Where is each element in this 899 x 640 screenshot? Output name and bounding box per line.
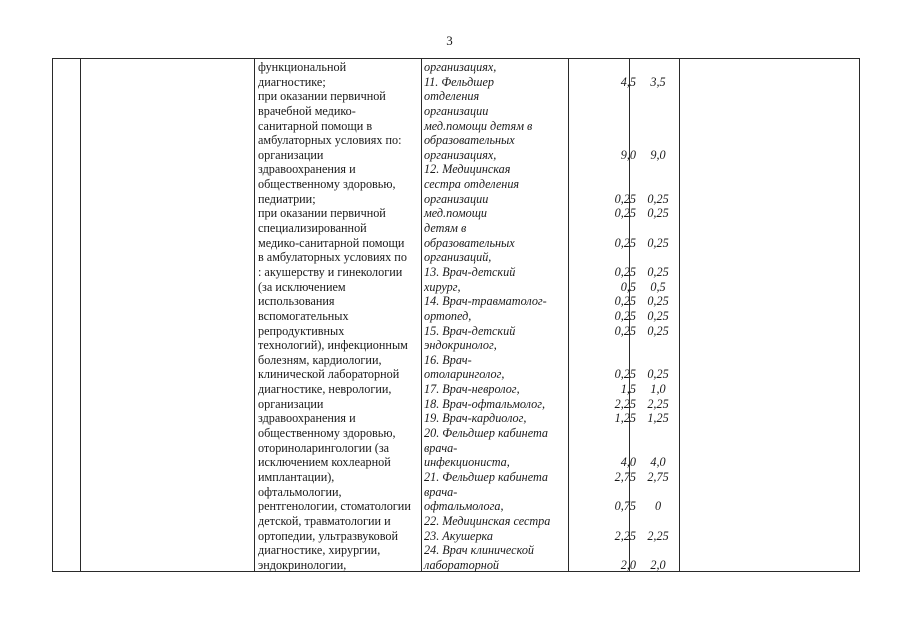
column-divider [421, 58, 422, 572]
position-cell: организаций, [424, 250, 492, 265]
recommended-value-cell: 0,25 [614, 235, 636, 250]
position-cell: 11. Фельдшер [424, 74, 495, 89]
actual-value-cell [638, 338, 678, 353]
conditions-cell: детской, травматологии и [258, 513, 391, 528]
actual-value-cell [638, 426, 678, 441]
conditions-cell: клинической лабораторной [258, 367, 400, 382]
conditions-cell: эндокринологии, [258, 557, 347, 572]
conditions-cell: вспомогательных [258, 308, 349, 323]
actual-value-cell: 1,0 [650, 382, 666, 397]
position-cell: детям в [424, 221, 467, 236]
position-cell: организации [424, 103, 489, 118]
position-cell: 24. Врач клинической [424, 543, 535, 558]
conditions-cell: рентгенологии, стоматологии [258, 499, 411, 514]
conditions-cell: здравоохранения и [258, 411, 356, 426]
position-cell: образовательных [424, 235, 515, 250]
position-cell: мед.помощи детям в [424, 118, 533, 133]
position-cell: организациях, [424, 60, 497, 74]
recommended-value-cell: 0,5 [620, 279, 636, 294]
position-cell: организациях, [424, 147, 497, 162]
recommended-value-cell [572, 441, 636, 456]
conditions-cell: : акушерству и гинекологии [258, 264, 403, 279]
conditions-cell: диагностике, хирургии, [258, 543, 381, 558]
position-cell: 18. Врач-офтальмолог, [424, 396, 546, 411]
position-cell: офтальмолога, [424, 499, 504, 514]
recommended-value-cell: 0,25 [614, 367, 636, 382]
conditions-cell: болезням, кардиологии, [258, 352, 382, 367]
actual-value-cell: 2,25 [647, 528, 669, 543]
recommended-value-cell: 0,75 [614, 499, 636, 514]
conditions-cell: диагностике, неврологии, [258, 382, 392, 397]
recommended-staff-column [572, 60, 636, 572]
actual-value-cell [638, 162, 678, 177]
recommended-value-cell [572, 221, 636, 236]
position-cell: отделения [424, 89, 480, 104]
position-cell: 23. Акушерка [424, 528, 494, 543]
conditions-cell: здравоохранения и [258, 162, 356, 177]
position-cell: 19. Врач-кардиолог, [424, 411, 527, 426]
position-cell: образовательных [424, 133, 515, 148]
actual-value-cell: 0,25 [647, 235, 669, 250]
actual-value-cell: 0,25 [647, 294, 669, 309]
actual-value-cell: 0,25 [647, 206, 669, 221]
actual-value-cell [638, 60, 678, 75]
recommended-value-cell: 9,0 [620, 147, 636, 162]
position-cell: организации [424, 191, 489, 206]
position-cell: лабораторной [424, 557, 500, 572]
conditions-cell: врачебной медико- [258, 103, 356, 118]
position-cell: врача- [424, 484, 458, 499]
actual-value-cell [638, 177, 678, 192]
recommended-value-cell [572, 543, 636, 558]
conditions-cell: в амбулаторных условиях по [258, 250, 407, 265]
column-divider [254, 58, 255, 572]
position-cell: 21. Фельдшер кабинета [424, 469, 549, 484]
actual-staff-column [638, 60, 678, 572]
position-cell: инфекциониста, [424, 455, 510, 470]
recommended-value-cell: 0,25 [614, 191, 636, 206]
actual-value-cell [638, 353, 678, 368]
conditions-column [258, 60, 420, 572]
positions-column [424, 60, 570, 572]
recommended-value-cell: 0,25 [614, 294, 636, 309]
conditions-cell: медико-санитарной помощи [258, 235, 405, 250]
recommended-value-cell: 0,25 [614, 308, 636, 323]
position-cell: 15. Врач-детский [424, 323, 516, 338]
actual-value-cell [638, 441, 678, 456]
actual-value-cell: 0,5 [650, 279, 666, 294]
actual-value-cell: 9,0 [650, 147, 666, 162]
position-cell: мед.помощи [424, 206, 487, 221]
recommended-value-cell: 0,25 [614, 206, 636, 221]
recommended-value-cell: 4,0 [620, 455, 636, 470]
position-cell: 17. Врач-невролог, [424, 382, 520, 397]
conditions-cell: общественному здоровью, [258, 426, 396, 441]
actual-value-cell: 0,25 [647, 191, 669, 206]
actual-value-cell: 2,75 [647, 469, 669, 484]
conditions-cell: организации [258, 147, 324, 162]
conditions-cell: оториноларингологии (за [258, 440, 390, 455]
actual-value-cell: 0 [654, 499, 662, 514]
actual-value-cell [638, 514, 678, 529]
position-cell: 14. Врач-травматолог- [424, 294, 547, 309]
conditions-cell: (за исключением [258, 279, 346, 294]
actual-value-cell: 0,25 [647, 323, 669, 338]
recommended-value-cell [572, 338, 636, 353]
recommended-value-cell [572, 353, 636, 368]
conditions-cell: при оказании первичной [258, 206, 386, 221]
conditions-cell: педиатрии; [258, 191, 316, 206]
recommended-value-cell [572, 250, 636, 265]
actual-value-cell [638, 543, 678, 558]
recommended-value-cell [572, 514, 636, 529]
actual-value-cell: 1,25 [647, 411, 669, 426]
actual-value-cell [638, 485, 678, 500]
actual-value-cell [638, 250, 678, 265]
actual-value-cell: 2,25 [647, 396, 669, 411]
actual-value-cell: 4,0 [650, 455, 666, 470]
recommended-value-cell: 0,25 [614, 323, 636, 338]
position-cell: отоларинголог, [424, 367, 505, 382]
conditions-cell: общественному здоровью, [258, 177, 396, 192]
recommended-value-cell: 2,0 [620, 557, 636, 572]
position-cell: ортопед, [424, 308, 472, 323]
recommended-value-cell: 2,75 [614, 469, 636, 484]
recommended-value-cell [572, 60, 636, 75]
conditions-cell: офтальмологии, [258, 484, 342, 499]
actual-value-cell [638, 89, 678, 104]
column-divider [80, 58, 81, 572]
recommended-value-cell [572, 426, 636, 441]
conditions-cell: ортопедии, ультразвуковой [258, 528, 399, 543]
position-cell: хирург, [424, 279, 461, 294]
conditions-cell: технологий), инфекционным [258, 338, 408, 353]
recommended-value-cell [572, 177, 636, 192]
recommended-value-cell: 2,25 [614, 528, 636, 543]
conditions-cell: специализированной [258, 221, 367, 236]
conditions-cell: использования [258, 294, 335, 309]
recommended-value-cell [572, 104, 636, 119]
position-cell: 20. Фельдшер кабинета [424, 426, 549, 441]
conditions-cell: исключением кохлеарной [258, 455, 391, 470]
position-cell: 13. Врач-детский [424, 264, 516, 279]
page-number: 3 [446, 33, 453, 48]
conditions-cell: амбулаторных условиях по: [258, 133, 402, 148]
conditions-cell: организации [258, 396, 324, 411]
recommended-value-cell: 1,25 [614, 411, 636, 426]
position-cell: эндокринолог, [424, 338, 497, 353]
actual-value-cell [638, 133, 678, 148]
conditions-cell: при оказании первичной [258, 89, 386, 104]
actual-value-cell: 3,5 [650, 74, 666, 89]
position-cell: 22. Медицинская сестра [424, 513, 551, 528]
recommended-value-cell: 4,5 [620, 74, 636, 89]
actual-value-cell: 0,25 [647, 367, 669, 382]
actual-value-cell: 2,0 [650, 557, 666, 572]
position-cell: врача- [424, 440, 458, 455]
recommended-value-cell: 1,5 [620, 382, 636, 397]
actual-value-cell [638, 119, 678, 134]
conditions-cell: санитарной помощи в [258, 118, 373, 133]
conditions-cell: имплантации), [258, 469, 335, 484]
conditions-cell: диагностике; [258, 74, 326, 89]
conditions-cell: репродуктивных [258, 323, 345, 338]
actual-value-cell: 0,25 [647, 308, 669, 323]
recommended-value-cell: 2,25 [614, 396, 636, 411]
actual-value-cell [638, 104, 678, 119]
recommended-value-cell [572, 89, 636, 104]
recommended-value-cell [572, 485, 636, 500]
position-cell: 16. Врач- [424, 352, 472, 367]
position-cell: сестра отделения [424, 177, 520, 192]
recommended-value-cell [572, 119, 636, 134]
actual-value-cell [638, 221, 678, 236]
recommended-value-cell: 0,25 [614, 264, 636, 279]
position-cell: 12. Медицинская [424, 162, 511, 177]
conditions-cell: функциональной [258, 60, 347, 74]
column-divider [679, 58, 680, 572]
recommended-value-cell [572, 162, 636, 177]
recommended-value-cell [572, 133, 636, 148]
actual-value-cell: 0,25 [647, 264, 669, 279]
